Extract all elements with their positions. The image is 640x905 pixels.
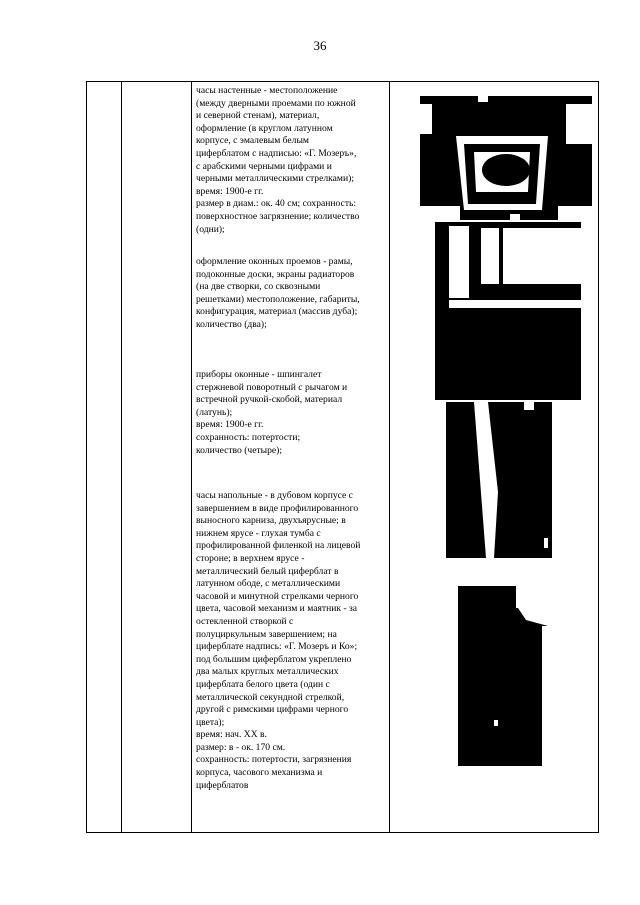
description-line: приборы оконные - шпингалет bbox=[196, 369, 322, 380]
description-window-openings bbox=[196, 256, 386, 332]
description-line: встречной ручкой-скобой, материал bbox=[196, 394, 343, 406]
description-line: часовой и минутной стрелками черного bbox=[196, 590, 359, 602]
description-line: под большим циферблатом укреплено bbox=[196, 653, 352, 665]
description-line: (на две створки, со сквозными bbox=[196, 281, 321, 293]
description-line: время: нач. XX в. bbox=[196, 729, 267, 741]
description-line: количество (четыре); bbox=[196, 444, 283, 456]
description-line: время: 1900-е гг. bbox=[196, 419, 264, 431]
description-line: размер: в - ок. 170 см. bbox=[196, 741, 286, 753]
window-openings-photo bbox=[421, 222, 590, 400]
description-line: циферблатов bbox=[196, 779, 249, 791]
description-line: профилированной филенкой на лицевой bbox=[196, 540, 361, 552]
description-line: циферблате надпись: «Г. Мозеръ и Ко»; bbox=[196, 641, 358, 653]
description-wall-clock bbox=[196, 85, 386, 236]
description-line: решетками) местоположение, габариты, bbox=[196, 293, 360, 305]
description-line: количество (два); bbox=[196, 318, 267, 330]
wall-clock-photo bbox=[420, 86, 592, 220]
description-line: поверхностное загрязнение; количество bbox=[196, 210, 360, 222]
description-line: стержневой поворотный с рычагом и bbox=[196, 381, 348, 393]
description-line: и северной стенам), материал, bbox=[196, 110, 320, 122]
description-line: циферблата белого цвета (один с bbox=[196, 678, 330, 690]
description-line: сохранность: потертости, загрязнения bbox=[196, 754, 352, 766]
floor-clock-photo bbox=[458, 586, 548, 766]
description-line: остекленной створкой с bbox=[196, 615, 294, 627]
column-divider bbox=[389, 82, 390, 832]
description-line: корпуса, часового механизма и bbox=[196, 767, 323, 779]
description-floor-clock bbox=[196, 490, 386, 792]
description-line: сохранность: потертости; bbox=[196, 431, 301, 443]
description-line: выносного карниза, двухъярусные; в bbox=[196, 515, 346, 527]
description-line: металлической секундной стрелкой, bbox=[196, 691, 345, 703]
description-line: (латунь); bbox=[196, 406, 233, 418]
description-line: цвета, часовой механизм и маятник - за bbox=[196, 603, 358, 615]
description-line: подоконные доски, экраны радиаторов bbox=[196, 268, 355, 280]
description-line: часы настенные - местоположение bbox=[196, 85, 338, 96]
description-line: корпусе, с эмалевым белым bbox=[196, 135, 309, 147]
description-line: с арабскими черными цифрами и bbox=[196, 160, 332, 172]
description-line: конфигурация, материал (массив дуба); bbox=[196, 306, 358, 318]
description-line: (между дверными проемами по южной bbox=[196, 97, 356, 109]
description-line: время: 1900-е гг. bbox=[196, 185, 264, 197]
description-line: два малых круглых металлических bbox=[196, 666, 339, 678]
description-line: оформление (в круглом латунном bbox=[196, 122, 333, 134]
description-line: завершением в виде профилированного bbox=[196, 502, 359, 514]
description-line: стороне; в верхнем ярусе - bbox=[196, 552, 305, 564]
description-line: циферблатом с надписью: «Г. Мозеръ», bbox=[196, 147, 357, 159]
window-fittings-photo bbox=[440, 402, 560, 558]
description-line: цвета); bbox=[196, 716, 225, 728]
description-line: часы напольные - в дубовом корпусе с bbox=[196, 490, 353, 501]
description-window-fittings bbox=[196, 369, 386, 457]
description-line: размер в диам.: ок. 40 см; сохранность: bbox=[196, 198, 357, 210]
column-divider bbox=[191, 82, 192, 832]
description-line: латунном ободе, с металлическими bbox=[196, 578, 341, 590]
description-line: металлический белый циферблат в bbox=[196, 565, 339, 577]
description-line: другой с римскими цифрами черного bbox=[196, 704, 349, 716]
description-line: нижнем ярусе - глухая тумба с bbox=[196, 527, 321, 539]
description-line: (одни); bbox=[196, 223, 225, 235]
page-number: 36 bbox=[313, 38, 327, 53]
column-divider bbox=[121, 82, 122, 832]
description-line: оформление оконных проемов - рамы, bbox=[196, 256, 353, 267]
description-line: черными металлическими стрелками); bbox=[196, 173, 354, 185]
description-line: полуциркульным завершением; на bbox=[196, 628, 337, 640]
